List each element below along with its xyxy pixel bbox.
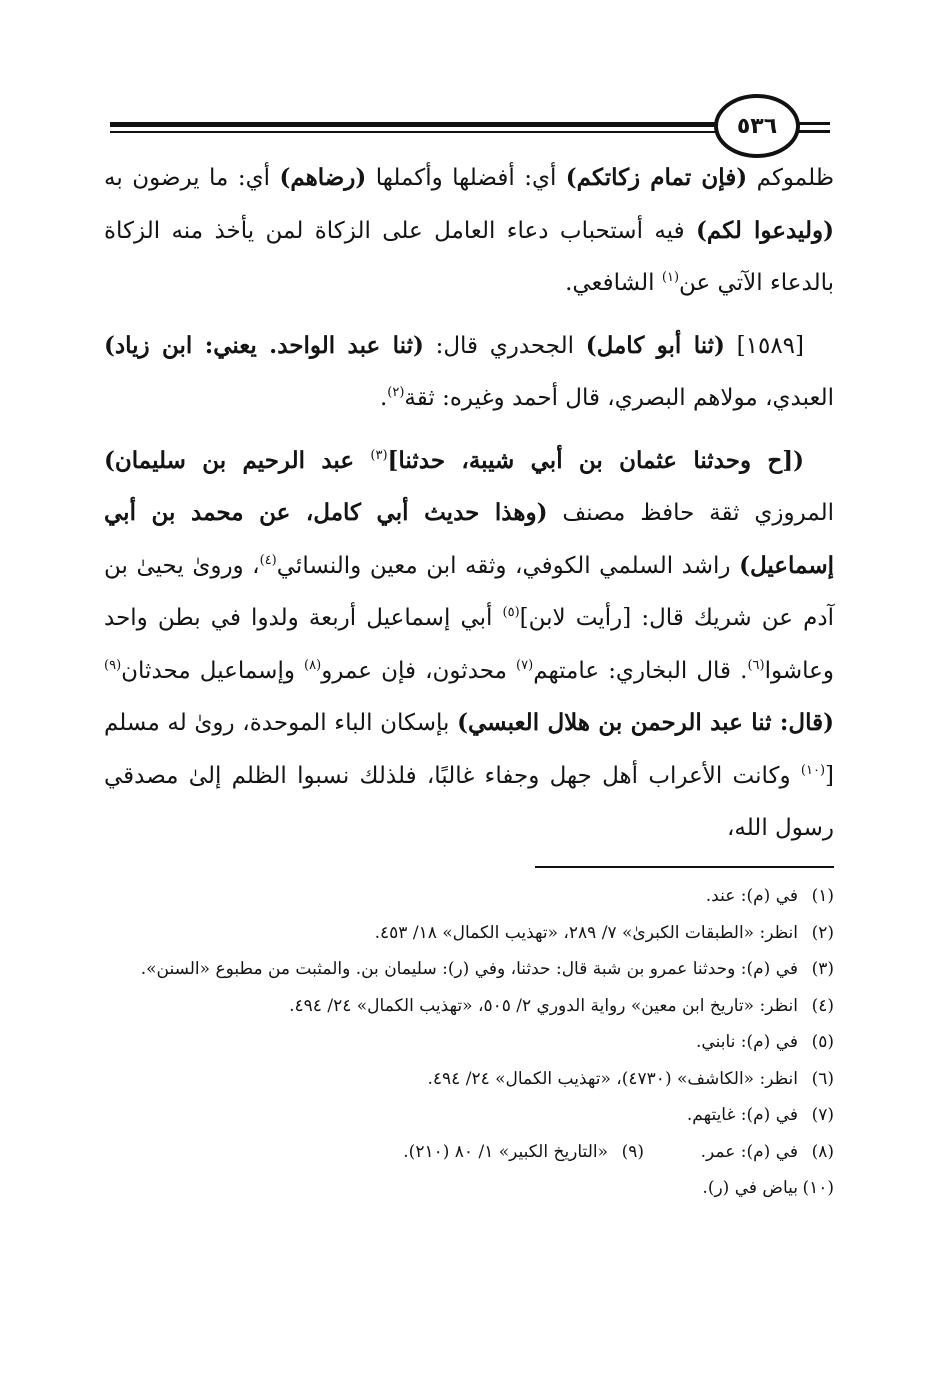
text-run: راشد السلمي الكوفي، وثقه ابن معين والنسائي	[276, 552, 740, 579]
quoted-hadith-text: (ثنا أبو كامل)	[585, 331, 725, 359]
footnote-6	[104, 1061, 834, 1098]
footnote-ref[interactable]: (٤)	[259, 552, 277, 568]
footnote-number: (٢)	[811, 922, 834, 943]
quoted-hadith-text: عبد الرحيم بن سليمان)	[104, 446, 371, 474]
paragraph-2	[104, 320, 834, 425]
text-run: أي: أفضلها وأكملها	[366, 165, 566, 191]
footnote-1	[104, 878, 834, 915]
text-run: وكانت الأعراب أهل جهل وجفاء غالبًا، فلذلك نسبوا الظلم إلىٰ مصدقي رسول الله،	[104, 762, 834, 841]
footnote-number: (٥)	[811, 1032, 834, 1052]
footnote-text: في (م): عند.	[705, 886, 798, 906]
text-run: . قال البخاري: عامتهم	[533, 657, 748, 684]
footnote-10	[104, 1170, 834, 1207]
text-run: الشافعي.	[565, 270, 662, 296]
text-run: أبي إسماعيل أربعة ولدوا في بطن واحد وعاشوا	[104, 605, 834, 684]
paragraph-1	[104, 152, 834, 310]
quoted-hadith-text: (وليدعوا لكم)	[696, 216, 834, 244]
page-header	[0, 0, 944, 160]
footnote-row	[104, 1134, 834, 1171]
hadith-number: [١٥٨٩]	[724, 332, 805, 359]
text-run: الجحدري قال:	[423, 332, 586, 359]
footnote-ref[interactable]: (١)	[661, 270, 680, 285]
footnote-ref[interactable]: (٥)	[502, 605, 520, 620]
quoted-hadith-text: (قال: ثنا عبد الرحمن بن هلال العبسي)	[457, 709, 834, 736]
footnote-separator	[535, 866, 834, 868]
main-text	[104, 152, 834, 865]
footnotes	[104, 878, 834, 1207]
footnote-number: (١)	[811, 886, 834, 906]
page-number: ٥٣٦	[714, 94, 800, 158]
quoted-hadith-text: (ثنا عبد الواحد. يعني: ابن زياد)	[104, 331, 424, 359]
footnote-2	[104, 915, 834, 952]
footnote-9	[104, 1134, 674, 1171]
text-run: العبدي، مولاهم البصري، قال أحمد وغيره: ثقة	[404, 385, 834, 411]
header-rule-thin	[110, 131, 728, 133]
footnote-3	[104, 951, 834, 988]
footnote-ref[interactable]: (٢)	[387, 385, 405, 400]
footnote-ref[interactable]: (٨)	[304, 657, 322, 673]
footnote-text: انظر: «تاريخ ابن معين» رواية الدوري ٢/ ٥٠٥، «تهذيب الكمال» ٢٤/ ٤٩٤.	[289, 995, 798, 1016]
footnote-ref[interactable]: (٧)	[516, 657, 534, 673]
footnote-ref[interactable]: (٦)	[747, 657, 765, 673]
quoted-hadith-text: ([ح وحدثنا عثمان بن أبي شيبة، حدثنا]	[387, 446, 805, 474]
footnote-ref[interactable]: (٩)	[104, 657, 122, 673]
footnote-5	[104, 1024, 834, 1061]
footnote-text: في (م): وحدثنا عمرو بن شبة قال: حدثنا، وفي (ر): سليمان بن. والمثبت من مطبوع «السنن».	[140, 959, 798, 979]
footnote-text: في (م): عمر.	[700, 1141, 798, 1162]
text-run: المروزي ثقة حافظ مصنف	[547, 500, 834, 526]
text-run: ، وروىٰ يحيىٰ بن آدم عن شريك قال: [رأيت لابن]	[104, 552, 834, 631]
footnote-number: (١٠)	[802, 1178, 834, 1198]
footnote-number: (٤)	[811, 995, 834, 1016]
footnote-text: «التاريخ الكبير» ١/ ٨٠ (٢١٠).	[403, 1141, 608, 1162]
quoted-hadith-text: (وهذا حديث أبي كامل، عن محمد بن أبي إسماعيل)	[104, 499, 834, 579]
text-run: وإسماعيل محدثان	[121, 657, 305, 684]
paragraph-3	[104, 435, 834, 855]
footnote-text: انظر: «الطبقات الكبرىٰ» ٧/ ٢٨٩، «تهذيب الكمال» ١٨/ ٤٥٣.	[374, 922, 798, 943]
footnote-number: (٩)	[621, 1141, 644, 1162]
footnote-4	[104, 988, 834, 1025]
quoted-hadith-text: (رضاهم)	[279, 164, 367, 191]
header-rule-thick	[110, 122, 728, 127]
text-run: محدثون، فإن عمرو	[321, 657, 517, 684]
footnote-ref[interactable]: (٣)	[370, 447, 388, 463]
footnote-ref[interactable]: (١٠)	[800, 762, 826, 778]
text-run: ظلموكم	[747, 165, 835, 191]
footnote-text: في (م): غايتهم.	[686, 1105, 798, 1125]
footnote-number: (٧)	[811, 1105, 834, 1125]
footnote-number: (٦)	[811, 1068, 834, 1089]
footnote-7	[104, 1097, 834, 1134]
footnote-text: انظر: «الكاشف» (٤٧٣٠)، «تهذيب الكمال» ٢٤/ ٤٩٤.	[427, 1068, 798, 1089]
text-run: أي: ما يرضون به	[104, 165, 280, 191]
footnote-text: بياض في (ر).	[702, 1178, 798, 1198]
footnote-number: (٣)	[811, 959, 834, 979]
quoted-hadith-text: (فإن تمام زكاتكم)	[565, 164, 748, 191]
footnote-number: (٨)	[811, 1141, 834, 1162]
text-run: فيه أستحباب دعاء العامل على الزكاة لمن يأخذ منه الزكاة بالدعاء الآتي عن	[104, 217, 834, 296]
footnote-8	[674, 1134, 834, 1171]
text-run: .	[379, 385, 388, 411]
footnote-text: في (م): نابني.	[696, 1032, 798, 1052]
text-run: بإسكان الباء الموحدة، روىٰ له مسلم [	[104, 710, 834, 789]
